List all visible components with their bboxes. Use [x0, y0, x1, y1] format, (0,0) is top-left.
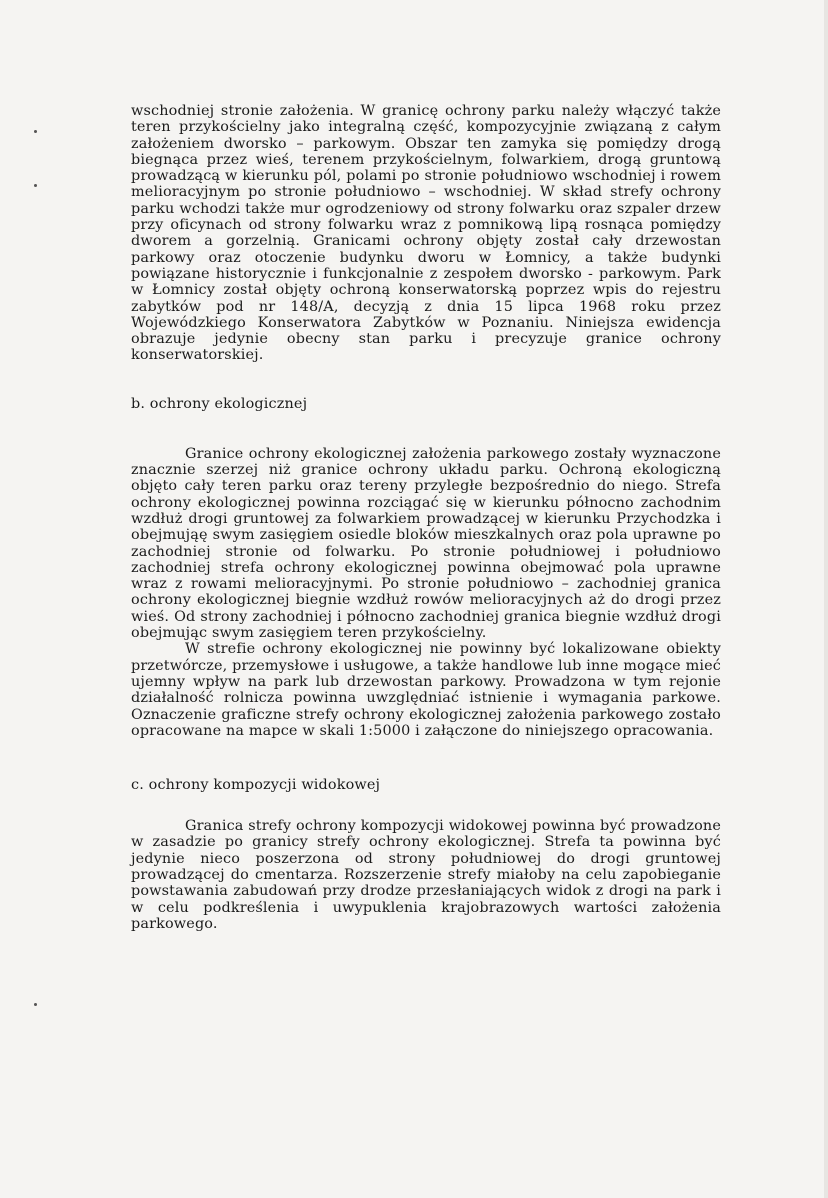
margin-mark: [34, 184, 37, 187]
section-b-paragraph-1: Granice ochrony ekologicznej założenia parkowego zostały wyznaczone znacznie szerzej niż granice ochrony układu parku. Ochroną ekologiczną objęto cały teren parku oraz tereny przyległe bezpośrednio do niego. Strefa ochrony ekologicznej powinna rozciągać się w kierunku północno zachodnim wzdłuż drogi gruntowej za folwarkiem prowadzącej w kierunku Przychodzka i obejmująę swym zasięgiem osiedle bloków mieszkalnych oraz pola uprawne po zachodniej stronie od folwarku. Po stronie południowej i południowo zachodniej strefa ochrony ekologicznej powinna obejmować pola uprawne wraz z rowami melioracyjnymi. Po stronie południowo – zachodniej granica ochrony ekologicznej biegnie wzdłuż rowów melioracyjnych aż do drogi przez wieś. Od strony zachodniej i północno zachodniej granica biegnie wzdłuż drogi obejmując swym zasięgiem teren przykościelny.: [131, 445, 721, 642]
margin-mark: [34, 130, 37, 133]
page-content: [131, 103, 721, 932]
section-b-paragraph-2: W strefie ochrony ekologicznej nie powinny być lokalizowane obiekty przetwórcze, przemysłowe i usługowe, a także handlowe lub inne mogące mieć ujemny wpływ na park lub drzewostan parkowy. Prowadzona w tym rejonie działalność rolnicza powinna uwzględniać istnienie i wymagania parkowe. Oznaczenie graficzne strefy ochrony ekologicznej założenia parkowego zostało opracowane na mapce w skali 1:5000 i załączone do niniejszego opracowania.: [131, 641, 721, 739]
section-c-paragraph-1: Granica strefy ochrony kompozycji widokowej powinna być prowadzone w zasadzie po granicy strefy ochrony ekologicznej. Strefa ta powinna być jedynie nieco poszerzona od strony południowej do drogi gruntowej prowadzącej do cmentarza. Rozszerzenie strefy miałoby na celu zapobieganie powstawania zabudowań przy drodze przesłaniających widok z drogi na park i w celu podkreślenia i uwypuklenia krajobrazowych wartości założenia parkowego.: [131, 818, 721, 932]
margin-mark: [34, 1003, 37, 1006]
section-c-heading: c. ochrony kompozycji widokowej: [131, 777, 381, 794]
scan-edge: [824, 0, 828, 1198]
section-b-heading: b. ochrony ekologicznej: [131, 395, 308, 412]
intro-paragraph: wschodniej stronie założenia. W granicę ochrony parku należy włączyć także teren przykościelny jako integralną część, kompozycyjnie związaną z całym założeniem dworsko – parkowym. Obszar ten zamyka się pomiędzy drogą biegnąca przez wieś, terenem przykościelnym, folwarkiem, drogą gruntową prowadzącą w kierunku pól, polami po stronie południowo wschodniej i rowem melioracyjnym po stronie południowo – wschodniej. W skład strefy ochrony parku wchodzi także mur ogrodzeniowy od strony folwarku oraz szpaler drzew przy oficynach od strony folwarku wraz z pomnikową lipą rosnąca pomiędzy dworem a gorzelnią. Granicami ochrony objęty został cały drzewostan parkowy oraz otoczenie budynku dworu w Łomnicy, a także budynki powiązane historycznie i funkcjonalnie z zespołem dworsko - parkowym. Park w Łomnicy został objęty ochroną konserwatorską poprzez wpis do rejestru zabytków pod nr 148/A, decyzją z dnia 15 lipca 1968 roku przez Wojewódzkiego Konserwatora Zabytków w Poznaniu. Niniejsza ewidencja obrazuje jedynie obecny stan parku i precyzuje granice ochrony konserwatorskiej.: [131, 103, 721, 364]
